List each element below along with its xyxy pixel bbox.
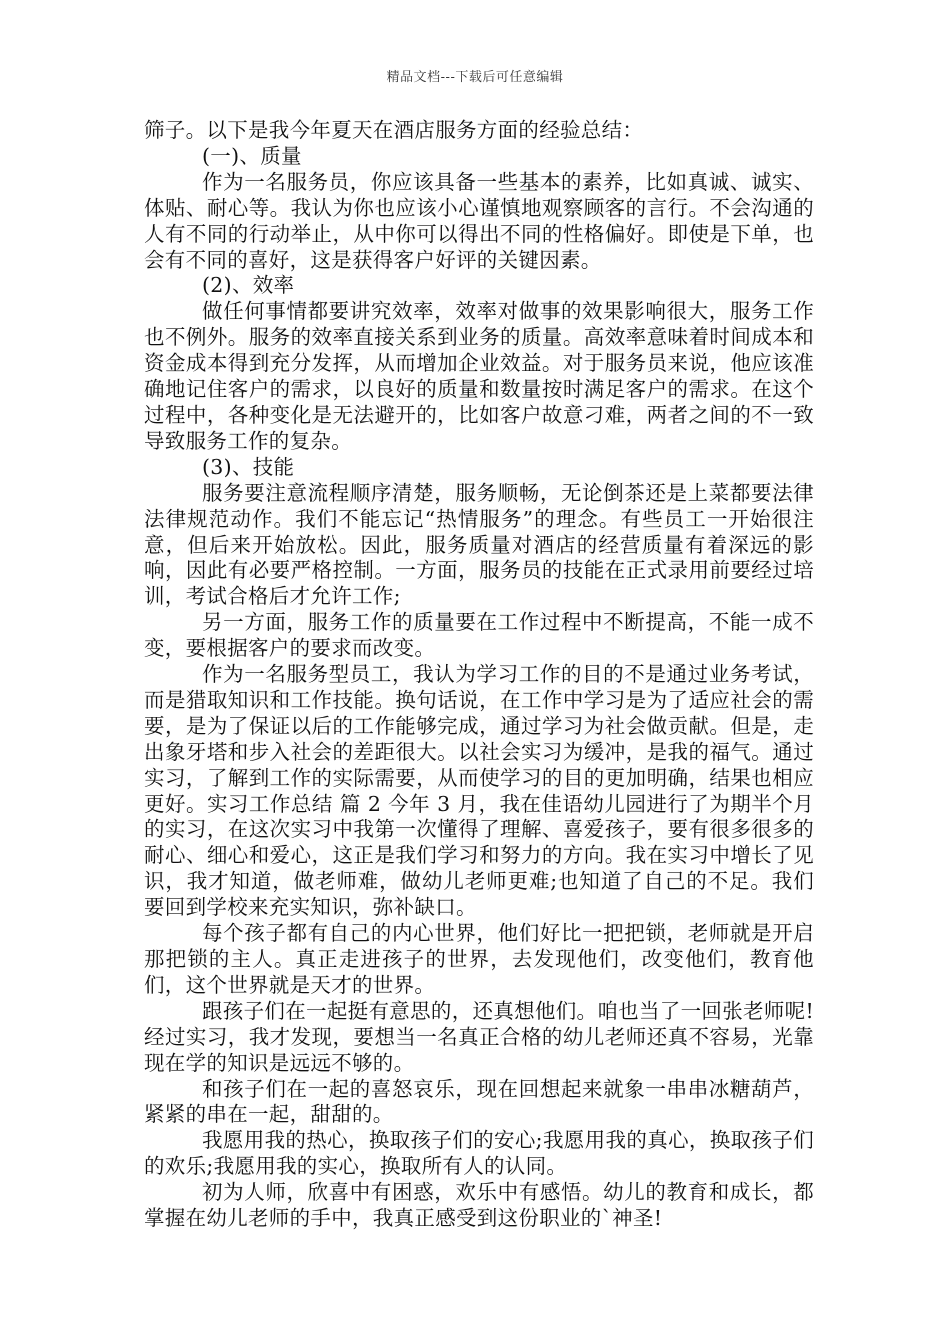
section-heading-efficiency: (2)、效率 bbox=[202, 273, 295, 298]
paragraph-children-world: 每个孩子都有自己的内心世界，他们好比一把把锁，老师就是开启那把锁的主人。真正走进孩子的世界，去发现他们，改变他们，教育他们，这个世界就是天才的世界。 bbox=[144, 921, 814, 997]
document-body bbox=[144, 118, 814, 1232]
paragraph-quality: 作为一名服务员，你应该具备一些基本的素养，比如真诚、诚实、体贴、耐心等。我认为你也应该小心谨慎地观察顾客的言行。不会沟通的人有不同的行动举止，从中你可以得出不同的性格偏好。即使是下单，也会有不同的喜好，这是获得客户好评的关键因素。 bbox=[144, 169, 814, 272]
paragraph-wishes: 我愿用我的热心，换取孩子们的安心;我愿用我的真心，换取孩子们的欢乐;我愿用我的实心，换取所有人的认同。 bbox=[144, 1128, 814, 1179]
section-heading-skills: (3)、技能 bbox=[202, 454, 295, 479]
paragraph-conclusion: 初为人师，欣喜中有困惑，欢乐中有感悟。幼儿的教育和成长，都掌握在幼儿老师的手中，我真正感受到这份职业的`神圣! bbox=[144, 1180, 814, 1231]
paragraph-memories: 和孩子们在一起的喜怒哀乐，现在回想起来就象一串串冰糖葫芦，紧紧的串在一起，甜甜的。 bbox=[144, 1076, 814, 1127]
paragraph-with-children: 跟孩子们在一起挺有意思的，还真想他们。咱也当了一回张老师呢!经过实习，我才发现，要想当一名真正合格的幼儿老师还真不容易，光靠现在学的知识是远远不够的。 bbox=[144, 998, 814, 1075]
page-header: 精品文档---下载后可任意编辑 bbox=[386, 70, 564, 85]
paragraph-other-side: 另一方面，服务工作的质量要在工作过程中不断提高，不能一成不变，要根据客户的要求而改变。 bbox=[144, 610, 814, 661]
paragraph-skills: 服务要注意流程顺序清楚，服务顺畅，无论倒茶还是上菜都要法律法律规范动作。我们不能忘记“热情服务”的理念。有些员工一开始很注意，但后来开始放松。因此，服务质量对酒店的经营质量有着深远的影响，因此有必要严格控制。一方面，服务员的技能在正式录用前要经过培训，考试合格后才允许工作; bbox=[144, 480, 814, 609]
paragraph-efficiency: 做任何事情都要讲究效率，效率对做事的效果影响很大，服务工作也不例外。服务的效率直接关系到业务的质量。高效率意味着时间成本和资金成本得到充分发挥，从而增加企业效益。对于服务员来说，他应该准确地记住客户的需求，以良好的质量和数量按时满足客户的需求。在这个过程中，各种变化是无法避开的，比如客户故意刁难，两者之间的不一致导致服务工作的复杂。 bbox=[144, 299, 814, 453]
section-heading-quality: (一)、质量 bbox=[202, 143, 302, 168]
paragraph-intro: 筛子。以下是我今年夏天在酒店服务方面的经验总结： bbox=[144, 118, 644, 142]
paragraph-learning: 作为一名服务型员工，我认为学习工作的目的不是通过业务考试，而是猎取知识和工作技能。换句话说，在工作中学习是为了适应社会的需要，是为了保证以后的工作能够完成，通过学习为社会做贡献。但是，走出象牙塔和步入社会的差距很大。以社会实习为缓冲，是我的福气。通过实习，了解到工作的实际需要，从而使学习的目的更加明确，结果也相应更好。实习工作总结 篇 2 今年 3 月，我在佳语幼儿园进行了为期半个月的实习，在这次实习中我第一次懂得了理解、喜爱孩子，要有很多很多的耐心、细心和爱心，这正是我们学习和努力的方向。我在实习中增长了见识，我才知道，做老师难，做幼儿老师更难;也知道了自己的不足。我们要回到学校来充实知识，弥补缺口。 bbox=[144, 662, 814, 920]
